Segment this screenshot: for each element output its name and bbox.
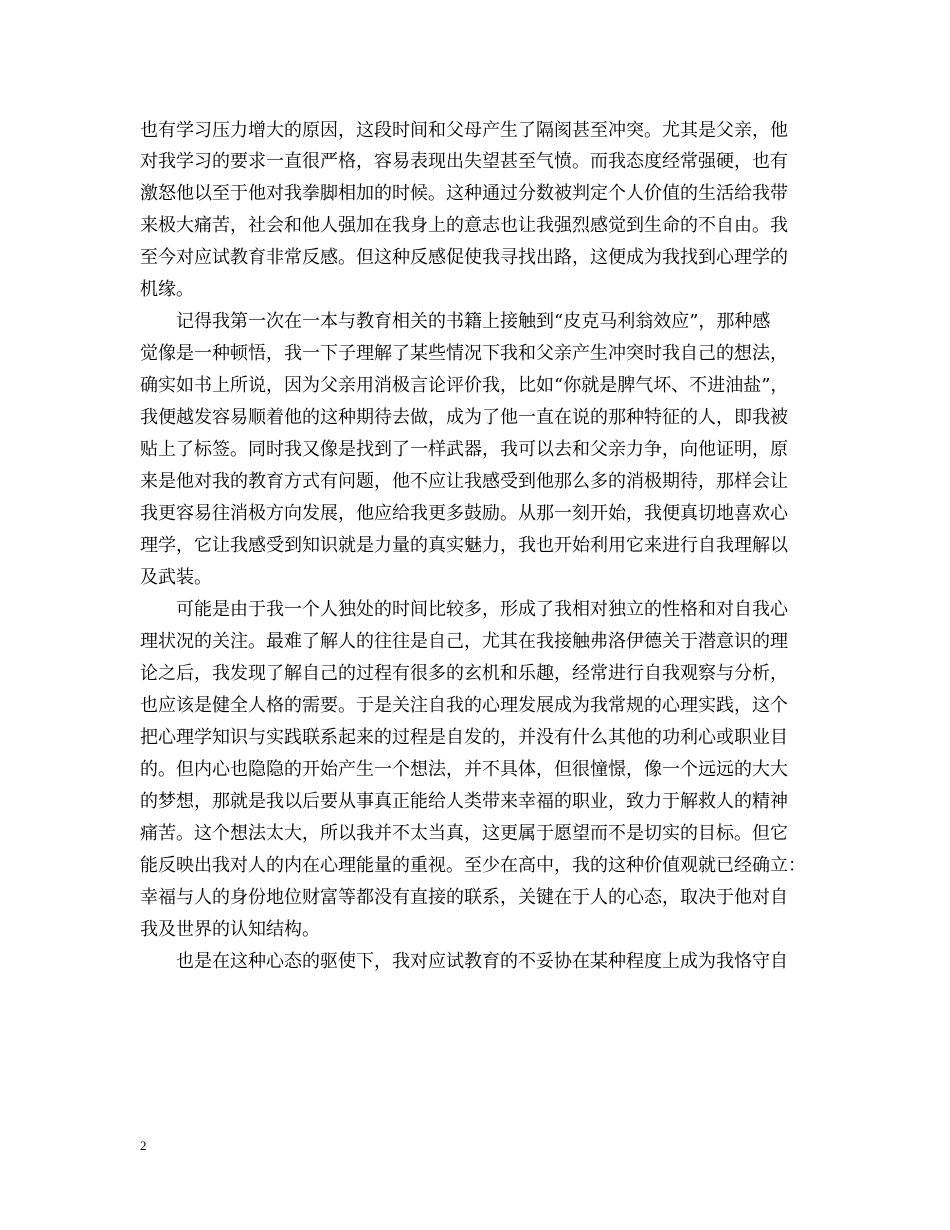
text-line: 来是他对我的教育方式有问题，他不应让我感受到他那么多的消极期待，那样会让 (140, 471, 788, 492)
text-line: 论之后，我发现了解自己的过程有很多的玄机和乐趣，经常进行自我观察与分析， (140, 663, 788, 684)
text-line: 痛苦。这个想法太大，所以我并不太当真，这更属于愿望而不是切实的目标。但它 (140, 823, 788, 844)
text-line: 机缘。 (140, 279, 194, 300)
text-line: 记得我第一次在一本与教育相关的书籍上接触到“皮克马利翁效应”，那种感 (140, 311, 771, 332)
text-line: 也有学习压力增大的原因，这段时间和父母产生了隔阂甚至冲突。尤其是父亲，他 (140, 120, 788, 141)
page-number: 2 (140, 1138, 147, 1153)
text-line: 我便越发容易顺着他的这种期待去做，成为了他一直在说的那种特征的人，即我被 (140, 407, 788, 428)
text-line: 我更容易往消极方向发展，他应给我更多鼓励。从那一刻开始，我便真切地喜欢心 (140, 503, 788, 524)
text-line: 对我学习的要求一直很严格，容易表现出失望甚至气愤。而我态度经常强硬，也有 (140, 151, 788, 172)
text-line: 也是在这种心态的驱使下，我对应试教育的不妥协在某种程度上成为我恪守自 (140, 951, 788, 972)
text-line: 确实如书上所说，因为父亲用消极言论评价我，比如“你就是脾气坏、不进油盐”， (140, 375, 789, 396)
text-line: 贴上了标签。同时我又像是找到了一样武器，我可以去和父亲力争，向他证明，原 (140, 439, 788, 460)
text-line: 我及世界的认知结构。 (140, 919, 320, 940)
text-line: 激怒他以至于他对我拳脚相加的时候。这种通过分数被判定个人价值的生活给我带 (140, 183, 788, 204)
text-line: 及武装。 (140, 567, 212, 588)
text-line: 把心理学知识与实践联系起来的过程是自发的，并没有什么其他的功利心或职业目 (140, 727, 788, 748)
text-line: 至今对应试教育非常反感。但这种反感促使我寻找出路，这便成为我找到心理学的 (140, 247, 788, 268)
text-line: 幸福与人的身份地位财富等都没有直接的联系，关键在于人的心态，取决于他对自 (140, 887, 788, 908)
text-line: 也应该是健全人格的需要。于是关注自我的心理发展成为我常规的心理实践，这个 (140, 695, 788, 716)
text-line: 可能是由于我一个人独处的时间比较多，形成了我相对独立的性格和对自我心 (140, 599, 788, 620)
text-line: 觉像是一种顿悟，我一下子理解了某些情况下我和父亲产生冲突时我自己的想法， (140, 343, 788, 364)
text-line: 来极大痛苦，社会和他人强加在我身上的意志也让我强烈感觉到生命的不自由。我 (140, 215, 788, 236)
text-line: 能反映出我对人的内在心理能量的重视。至少在高中，我的这种价值观就已经确立： (140, 855, 806, 876)
text-line: 理学，它让我感受到知识就是力量的真实魅力，我也开始利用它来进行自我理解以 (140, 535, 788, 556)
text-line: 的。但内心也隐隐的开始产生一个想法，并不具体，但很憧憬，像一个远远的大大 (140, 759, 788, 780)
text-line: 的梦想，那就是我以后要从事真正能给人类带来幸福的职业，致力于解救人的精神 (140, 791, 788, 812)
text-line: 理状况的关注。最难了解人的往往是自己，尤其在我接触弗洛伊德关于潜意识的理 (140, 631, 788, 652)
